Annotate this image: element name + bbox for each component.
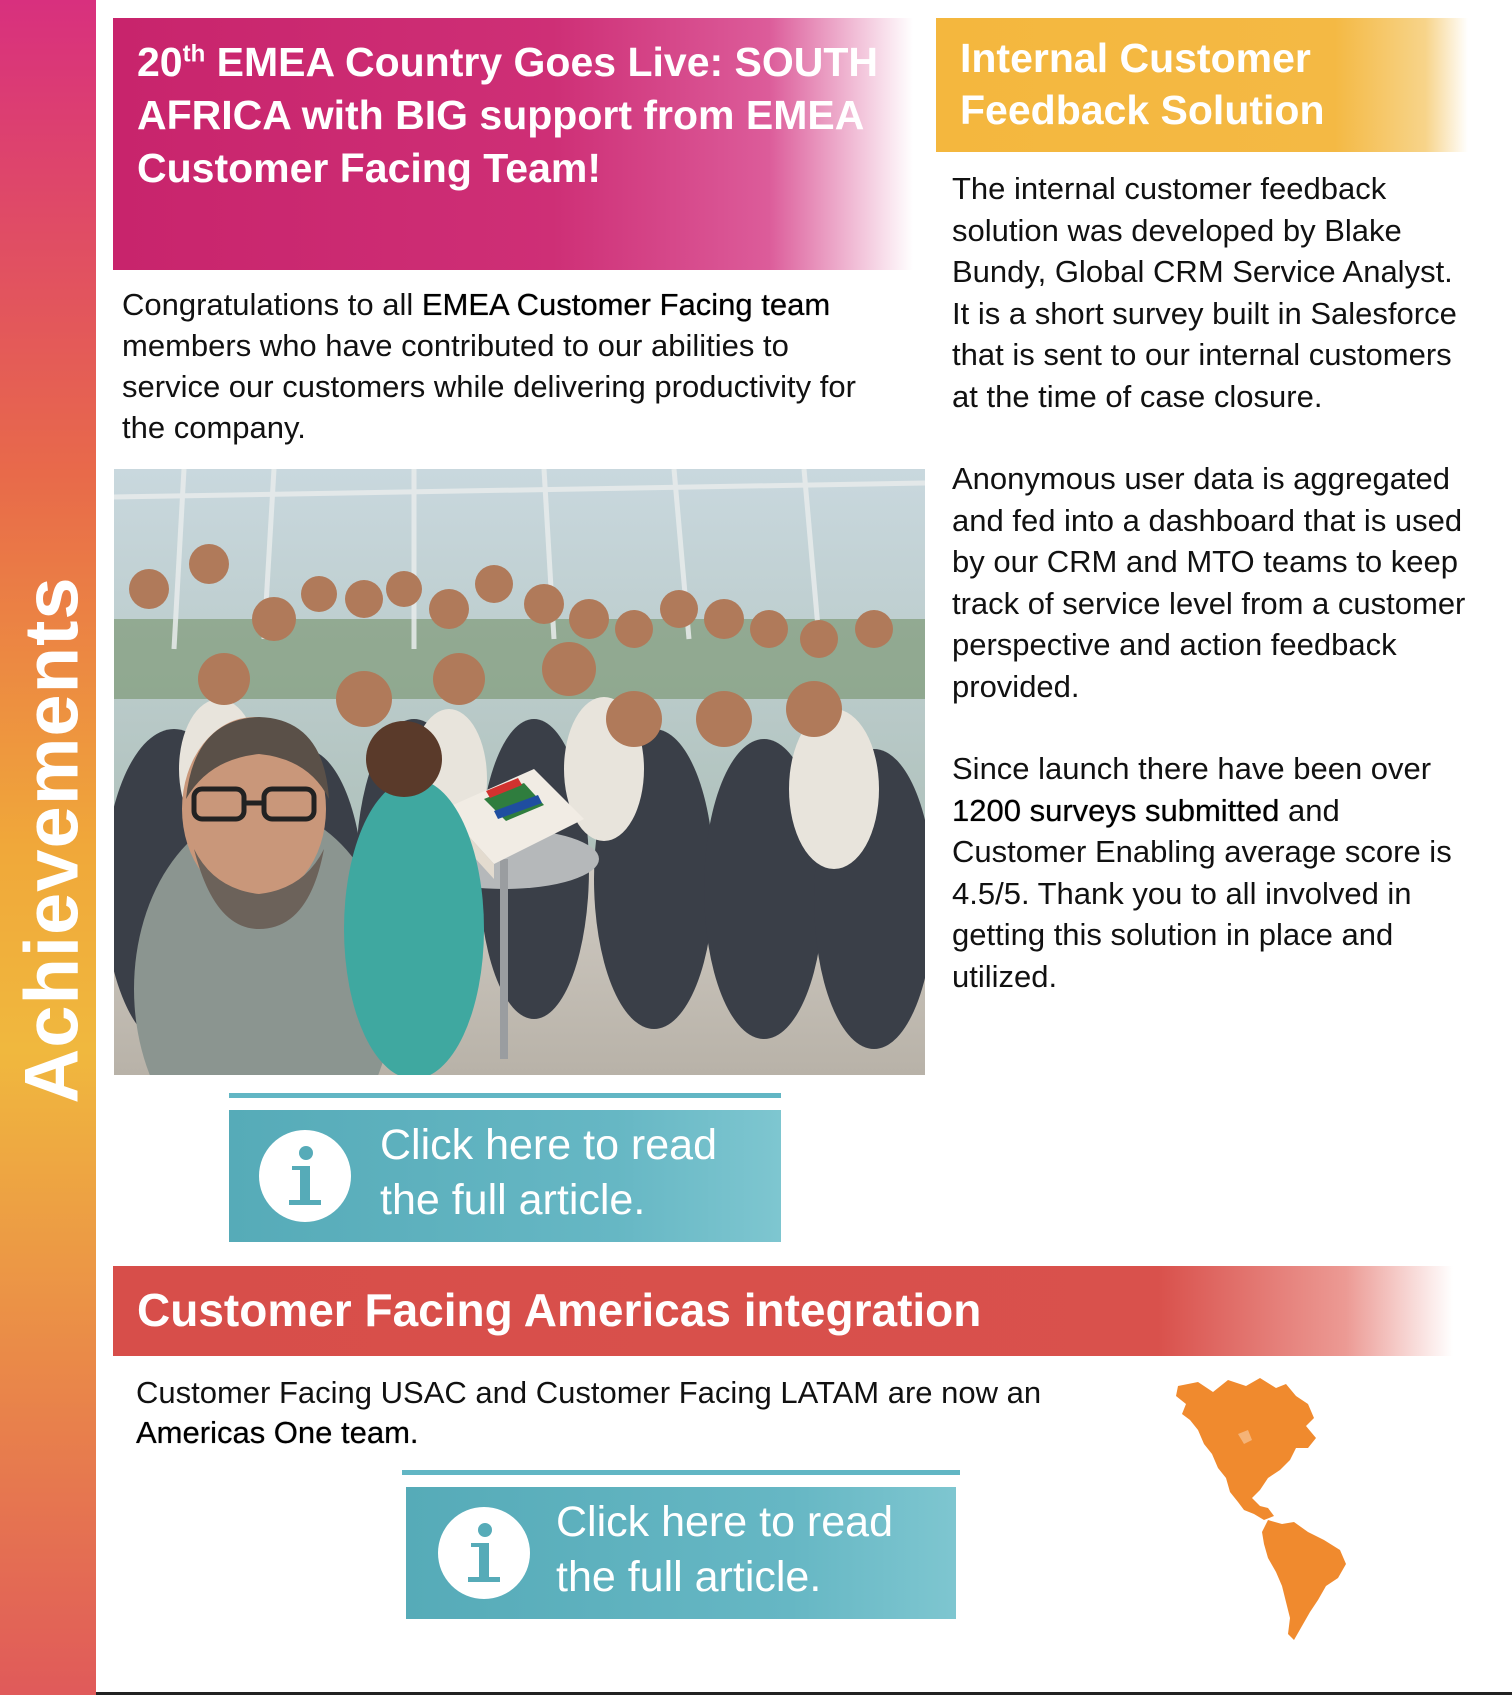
sidebar bbox=[0, 0, 96, 1695]
info-icon bbox=[438, 1507, 530, 1599]
emea-title: 20th EMEA Country Goes Live: SOUTH AFRICA with BIG support from EMEA Customer Facing Team! bbox=[137, 39, 879, 191]
emea-cta-bar bbox=[229, 1093, 781, 1098]
americas-cta-label: Click here to read the full article. bbox=[556, 1498, 893, 1601]
feedback-body bbox=[952, 168, 1472, 1038]
feedback-title: Internal Customer Feedback Solution bbox=[960, 35, 1325, 133]
emea-cta-label: Click here to read the full article. bbox=[380, 1121, 717, 1224]
sidebar-label: Achievements bbox=[9, 576, 95, 1104]
emea-read-article-button[interactable] bbox=[229, 1110, 781, 1242]
emea-banner bbox=[113, 18, 913, 270]
americas-cta-bar bbox=[402, 1470, 960, 1475]
feedback-banner bbox=[936, 18, 1468, 152]
americas-banner bbox=[113, 1266, 1453, 1356]
feedback-paragraph-1: The internal customer feedback solution was developed by Blake Bundy, Global CRM Service Analyst. It is a short survey built in Salesforce that is sent to our internal customers at the time of case closure. bbox=[952, 171, 1457, 414]
emea-intro: Congratulations to all EMEA Customer Facing team members who have contributed to our abilities to service our customers while delivering productivity for the company. bbox=[122, 287, 856, 445]
feedback-paragraph-2: Anonymous user data is aggregated and fed into a dashboard that is used by our CRM and MTO teams to keep track of service level from a customer perspective and action feedback provided. bbox=[952, 461, 1466, 704]
americas-text: Customer Facing USAC and Customer Facing LATAM are now an Americas One team. bbox=[136, 1375, 1042, 1450]
americas-read-article-button[interactable] bbox=[406, 1487, 956, 1619]
americas-title: Customer Facing Americas integration bbox=[137, 1284, 982, 1336]
americas-map-icon bbox=[1168, 1374, 1368, 1644]
group-photo bbox=[114, 469, 925, 1075]
feedback-paragraph-3: Since launch there have been over 1200 surveys submitted and Customer Enabling average score is 4.5/5. Thank you to all involved in getting this solution in place and utilized. bbox=[952, 751, 1452, 994]
info-icon bbox=[259, 1130, 351, 1222]
